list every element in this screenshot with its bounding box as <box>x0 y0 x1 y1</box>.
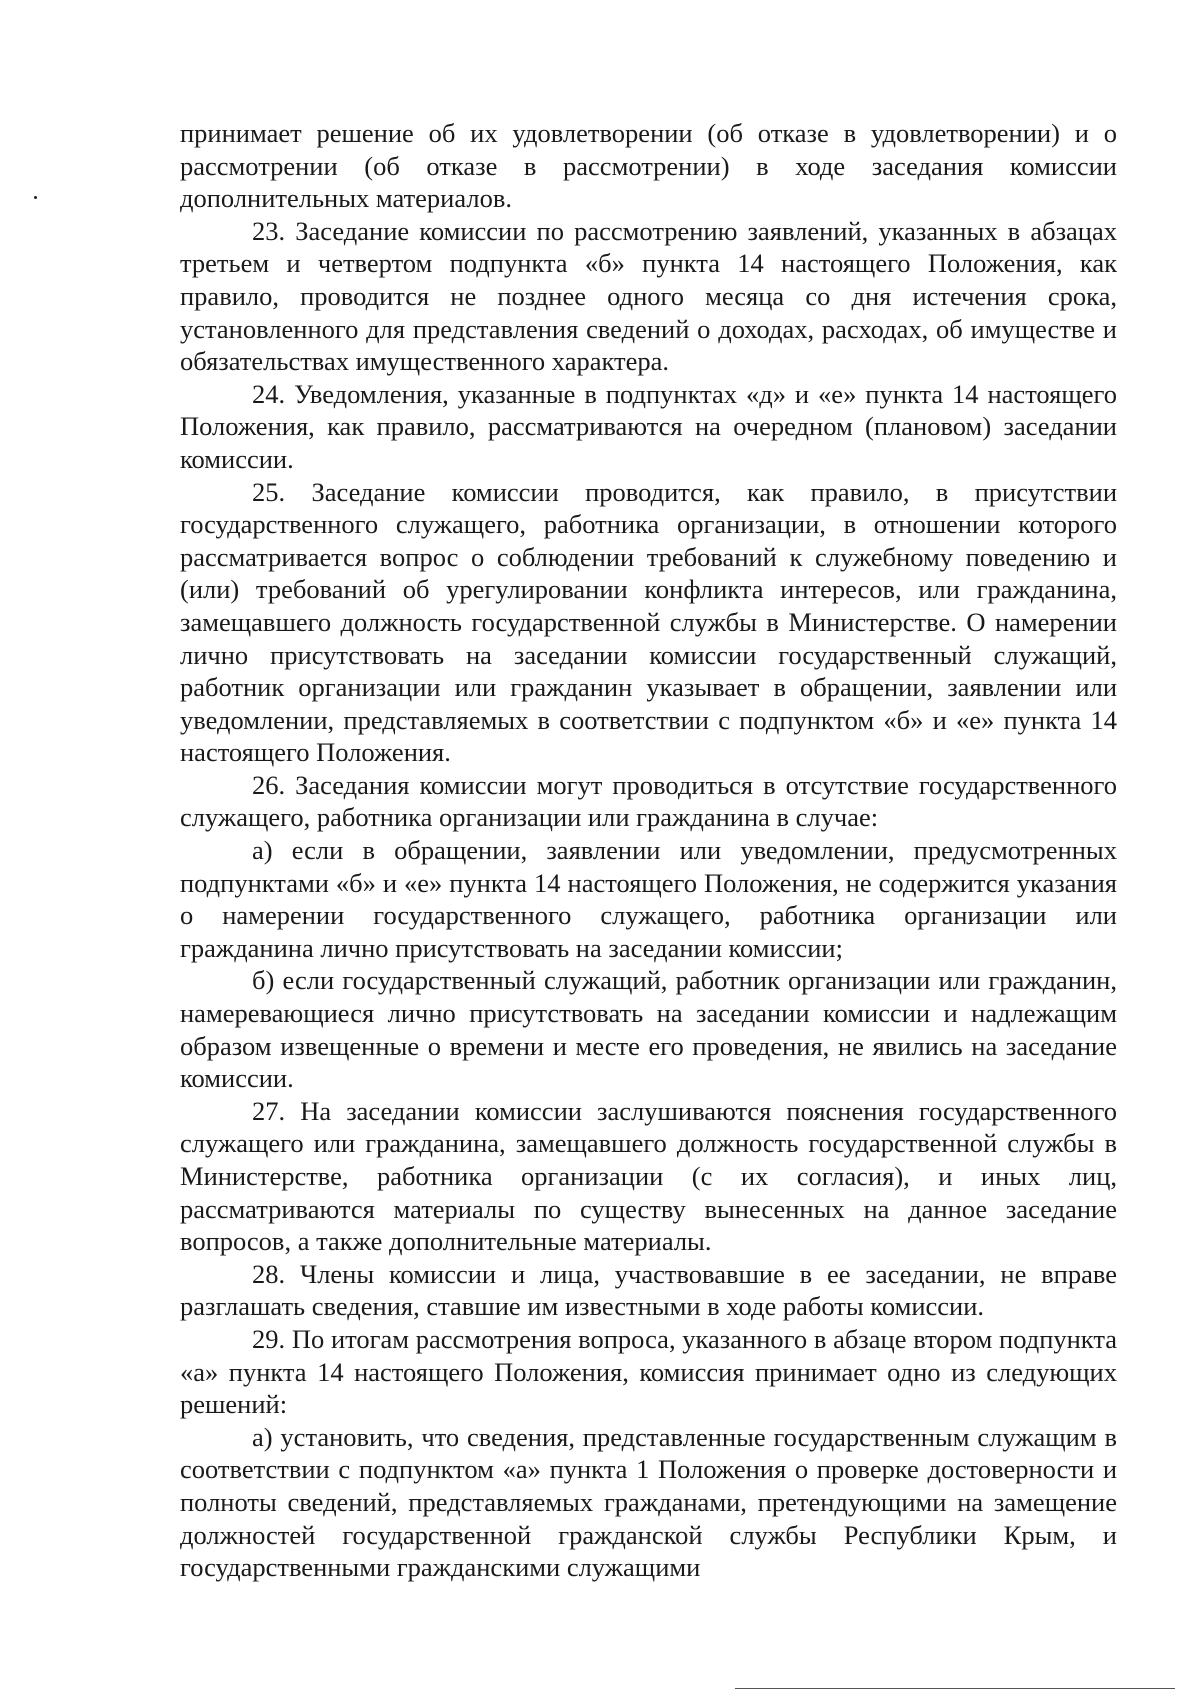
paragraph-29: 29. По итогам рассмотрения вопроса, указанного в абзаце втором подпункта «а» пункта 14 настоящего Положения, комиссия принимает одно из следующих решений: <box>180 1323 1117 1420</box>
paragraph-23: 23. Заседание комиссии по рассмотрению заявлений, указанных в абзацах третьем и четвертом подпункта «б» пункта 14 настоящего Положения, как правило, проводится не позднее одного месяца со дня истечения срока, установленного для представления сведений о доходах, расходах, об имуществе и обязательствах имущественного характера. <box>180 215 1117 377</box>
paragraph-26-b: б) если государственный служащий, работник организации или гражданин, намеревающиеся лично присутствовать на заседании комиссии и надлежащим образом извещенные о времени и месте его проведения, не явились на заседание комиссии. <box>180 965 1117 1094</box>
paragraph-continuation: принимает решение об их удовлетворении (об отказе в удовлетворении) и о рассмотрении (об отказе в рассмотрении) в ходе заседания комиссии дополнительных материалов. <box>180 118 1117 214</box>
scan-speck <box>34 196 37 199</box>
paragraph-26-a: а) если в обращении, заявлении или уведомлении, предусмотренных подпунктами «б» и «е» пункта 14 настоящего Положения, не содержится указания о намерении государственного служащего, работника организации или гражданина лично присутствовать на заседании комиссии; <box>180 835 1117 963</box>
paragraph-29-a: а) установить, что сведения, представленные государственным служащим в соответствии с подпунктом «а» пункта 1 Положения о проверке достоверности и полноты сведений, представляемых гражданами, претендующими на замещение должностей государственной гражданской службы Республики Крым, и государственными гражданскими служащими <box>180 1421 1117 1583</box>
document-body <box>180 117 1117 1584</box>
footer-rule <box>735 1688 1175 1689</box>
paragraph-24: 24. Уведомления, указанные в подпунктах «д» и «е» пункта 14 настоящего Положения, как правило, рассматриваются на очередном (плановом) заседании комиссии. <box>180 378 1117 474</box>
paragraph-25: 25. Заседание комиссии проводится, как правило, в присутствии государственного служащего, работника организации, в отношении которого рассматривается вопрос о соблюдении требований к служебному поведению и (или) требований об урегулировании конфликта интересов, или гражданина, замещавшего должность государственной службы в Министерстве. О намерении лично присутствовать на заседании комиссии государственный служащий, работник организации или гражданин указывает в обращении, заявлении или уведомлении, представляемых в соответствии с подпунктом «б» и «е» пункта 14 настоящего Положения. <box>180 476 1117 768</box>
paragraph-27: 27. На заседании комиссии заслушиваются пояснения государственного служащего или гражданина, замещавшего должность государственной службы в Министерстве, работника организации (с их согласия), и иных лиц, рассматриваются материалы по существу вынесенных на данное заседание вопросов, а также дополнительные материалы. <box>180 1095 1117 1257</box>
paragraph-28: 28. Члены комиссии и лица, участвовавшие в ее заседании, не вправе разглашать сведения, ставшие им известными в ходе работы комиссии. <box>180 1258 1117 1322</box>
paragraph-26: 26. Заседания комиссии могут проводиться в отсутствие государственного служащего, работника организации или гражданина в случае: <box>180 769 1117 833</box>
